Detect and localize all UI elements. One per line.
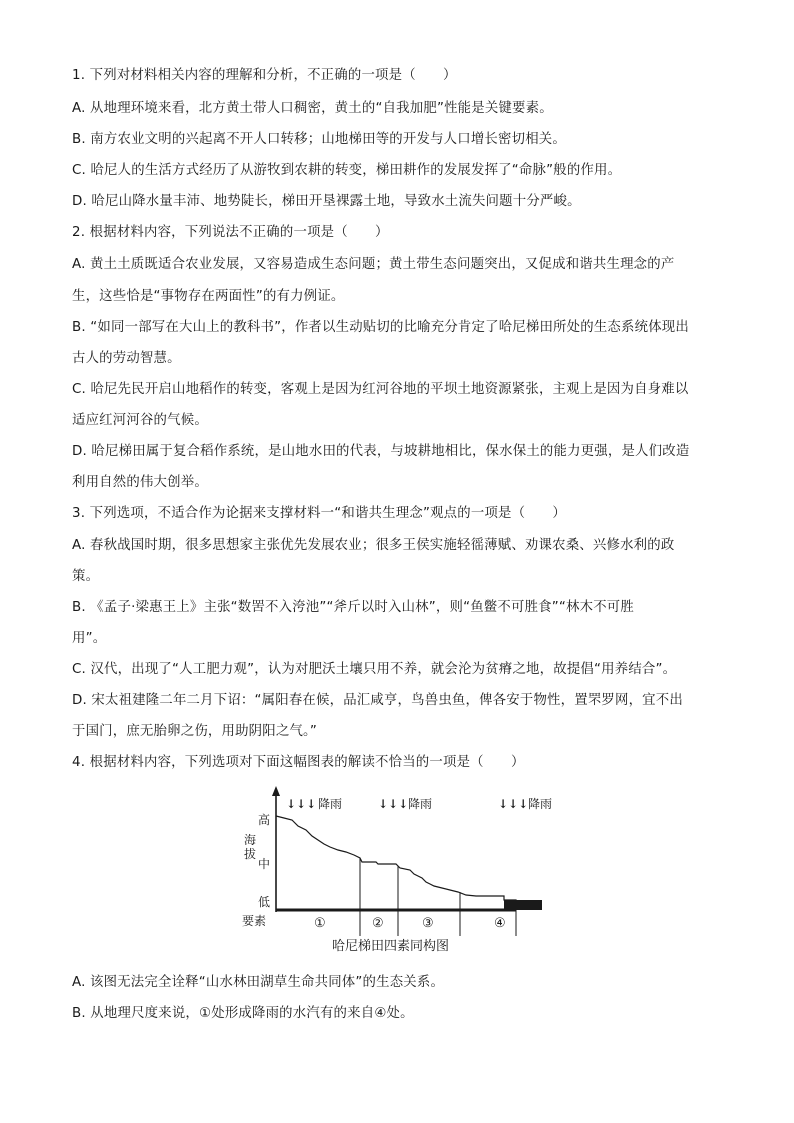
question-1-option-c: C. 哈尼人的生活方式经历了从游牧到农耕的转变，梯田耕作的发展发挥了“命脉”般的作用。 [72,163,622,178]
question-1-option-a: A. 从地理环境来看，北方黄土带人口稠密，黄土的“自我加肥”性能是关键要素。 [72,101,553,116]
terrace-isomorphism-figure [236,782,553,954]
zone-3-label: ③ [422,916,434,931]
rain-arrows-3: ↓↓↓ [498,797,529,811]
question-4-option-b: B. 从地理尺度来说，①处形成降雨的水汽有的来自④处。 [72,1006,414,1021]
question-3-option-c: C. 汉代，出现了“人工肥力观”，认为对肥沃土壤只用不养，就会沦为贫瘠之地，故提倡“用养结合”。 [72,662,677,677]
rain-arrows-1: ↓↓↓ [286,797,317,811]
question-2-option-c-line-2: 适应红河河谷的气候。 [72,413,208,428]
zone-4-label: ④ [494,916,506,931]
question-3-option-b-line-2: 用”。 [72,631,107,646]
question-2-stem: 2. 根据材料内容，下列说法不正确的一项是（ ） [72,225,389,240]
question-1-option-d: D. 哈尼山降水量丰沛、地势陡长，梯田开垦裸露土地，导致水土流失问题十分严峻。 [72,194,581,209]
question-3-option-d-line-2: 于国门，庶无胎卵之伤，用助阴阳之气。” [72,724,318,739]
lake-block [504,900,542,910]
question-3-option-a-line-2: 策。 [72,569,100,584]
zone-1-label: ① [314,916,326,931]
question-4-option-a: A. 该图无法完全诠释“山水林田湖草生命共同体”的生态关系。 [72,975,445,990]
x-axis-label: 要素 [242,914,267,928]
question-2-option-a-line-2: 生，这些恰是“事物存在两面性”的有力例证。 [72,289,345,304]
y-axis-arrow [272,786,280,796]
question-1-stem: 1. 下列对材料相关内容的理解和分析，不正确的一项是（ ） [72,68,457,83]
question-3-option-b-line-1: B. 《孟子·梁惠王上》主张“数罟不入洿池”“斧斤以时入山林”，则“鱼鳖不可胜食”“林木不可胜 [72,600,634,615]
question-3-option-d-line-1: D. 宋太祖建隆二年二月下诏：“属阳春在候，品汇咸亨，鸟兽虫鱼，俾各安于物性，置罘罗网，宜不出 [72,693,683,708]
question-2-option-b-line-2: 古人的劳动智慧。 [72,351,181,366]
y-level-high: 高 [258,813,271,827]
rain-label-2: 降雨 [408,797,433,811]
question-2-option-d-line-1: D. 哈尼梯田属于复合稻作系统，是山地水田的代表，与坡耕地相比，保水保土的能力更强，是人们改造 [72,444,690,459]
question-3-option-a-line-1: A. 春秋战国时期，很多思想家主张优先发展农业；很多王侯实施轻徭薄赋、劝课农桑、兴修水利的政 [72,538,675,553]
question-2-option-a-line-1: A. 黄土土质既适合农业发展，又容易造成生态问题；黄土带生态问题突出，又促成和谐共生理念的产 [72,257,675,272]
question-2-option-c-line-1: C. 哈尼先民开启山地稻作的转变，客观上是因为红河谷地的平坝土地资源紧张，主观上是因为自身难以 [72,382,689,397]
figure-caption: 哈尼梯田四素同构图 [332,939,450,954]
rain-label-3: 降雨 [528,797,553,811]
y-axis-label-char-1: 海 [244,833,257,847]
question-4-stem: 4. 根据材料内容，下列选项对下面这幅图表的解读不恰当的一项是（ ） [72,755,525,770]
question-2-option-b-line-1: B. “如同一部写在大山上的教科书”，作者以生动贴切的比喻充分肯定了哈尼梯田所处的生态系统体现出 [72,320,689,335]
rain-arrows-2: ↓↓↓ [378,797,409,811]
y-axis-label-char-2: 拔 [244,847,257,861]
zone-2-label: ② [372,916,384,931]
question-3-stem: 3. 下列选项，不适合作为论据来支撑材料一“和谐共生理念”观点的一项是（ ） [72,506,566,521]
y-level-mid: 中 [258,857,271,871]
terrain-profile [276,816,516,910]
rain-label-1: 降雨 [318,797,343,811]
question-1-option-b: B. 南方农业文明的兴起离不开人口转移；山地梯田等的开发与人口增长密切相关。 [72,132,566,147]
question-2-option-d-line-2: 利用自然的伟大创举。 [72,475,208,490]
y-level-low: 低 [258,895,271,909]
